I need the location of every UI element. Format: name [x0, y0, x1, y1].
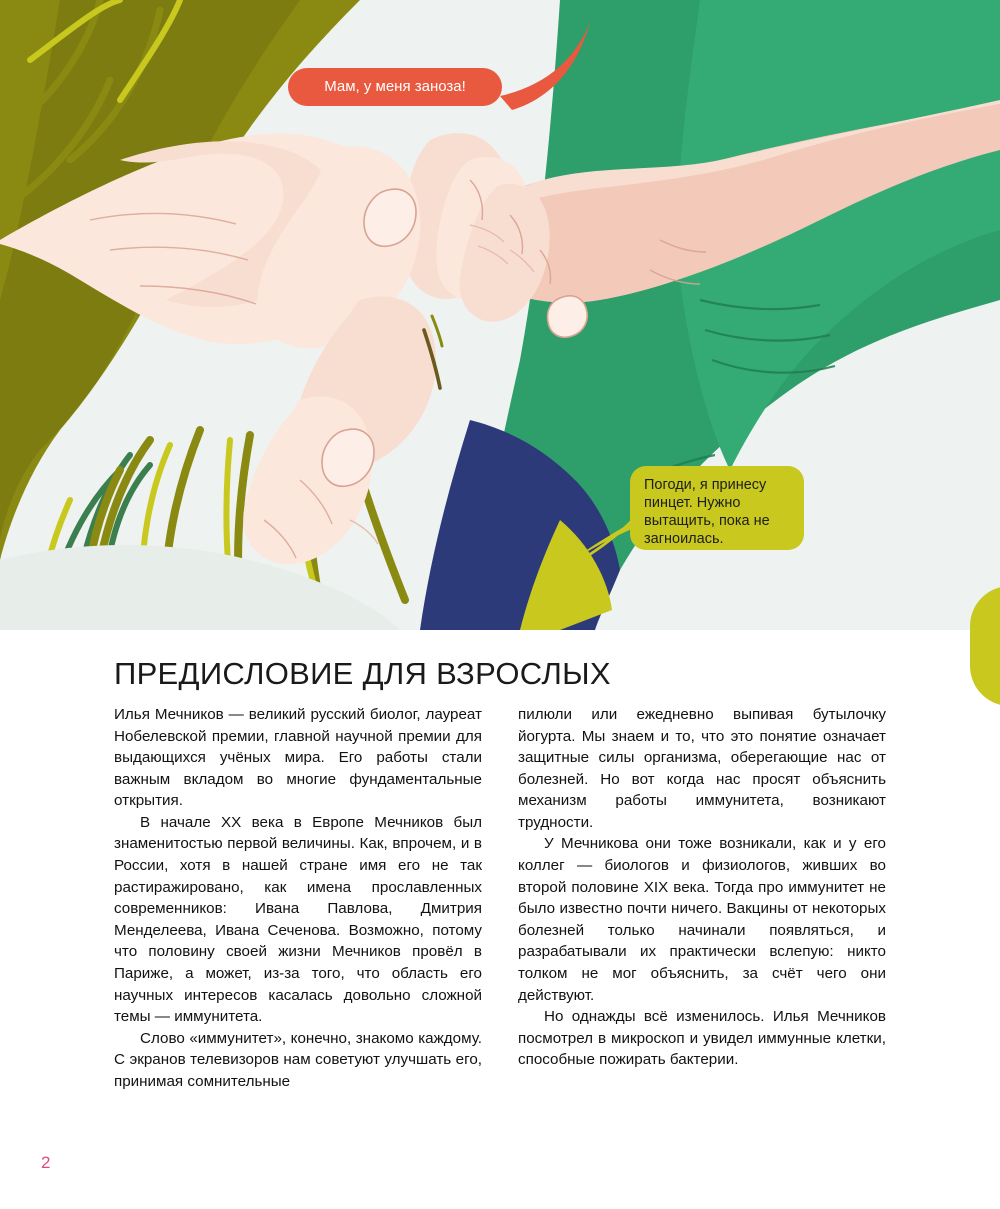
- page-title: ПРЕДИСЛОВИЕ ДЛЯ ВЗРОСЛЫХ: [114, 656, 611, 691]
- paragraph: пилюли или ежедневно выпивая бутылочку йогурта. Мы знаем и то, что это понятие означает защитные силы организма, оберегающие нас от болезней. Но вот когда нас просят объяснить механизм работы иммунитета, возникают трудности.: [518, 706, 886, 831]
- page-number: 2: [41, 1153, 51, 1172]
- child-speech-text: Мам, у меня заноза!: [324, 77, 466, 95]
- paragraph: Но однажды всё изменилось. Илья Мечников посмотрел в микроскоп и увидел иммунные клетки, способные пожирать бактерии.: [518, 1008, 886, 1069]
- right-column: [518, 704, 886, 1092]
- two-column-text: [114, 704, 886, 1092]
- paragraph: Илья Мечников — великий русский биолог, лауреат Нобелевской премии, главной научной премии для выдающихся учёных мира. Его работы стали важным вкладом во многие фундаментальные открытия.: [114, 706, 482, 810]
- paragraph: У Мечникова они тоже возникали, как и у его коллег — биологов и физиологов, живших во второй половине XIX века. Тогда про иммунитет не было известно почти ничего. Вакцины от некоторых болезней только начинали появляться, и разрабатывали их практически вслепую: никто толком не мог объяснить, за счёт чего они действуют.: [518, 835, 886, 1004]
- paragraph: Слово «иммунитет», конечно, знакомо каждому. С экранов телевизоров нам советуют улучшать его, принимая сомнительные: [114, 1029, 482, 1090]
- article-section: [0, 630, 1000, 1209]
- left-column: [114, 704, 482, 1092]
- mother-speech-text: Погоди, я принесу пинцет. Нужно вытащить, пока не загноилась.: [644, 477, 770, 548]
- mother-speech-bubble: [630, 466, 804, 550]
- paragraph: В начале XX века в Европе Мечников был знаменитостью первой величины. Как, впрочем, и в России, хотя в нашей стране имя его не так растиражировано, как имена прославленных современников: Ивана Павлова, Дмитрия Менделеева, Ивана Сеченова. Возможно, потому что половину своей жизни Мечников провёл в Париже, а может, из-за того, что область его научных интересов касалась довольно сложной темы — иммунитета.: [114, 813, 482, 1026]
- child-speech-bubble: [288, 68, 502, 106]
